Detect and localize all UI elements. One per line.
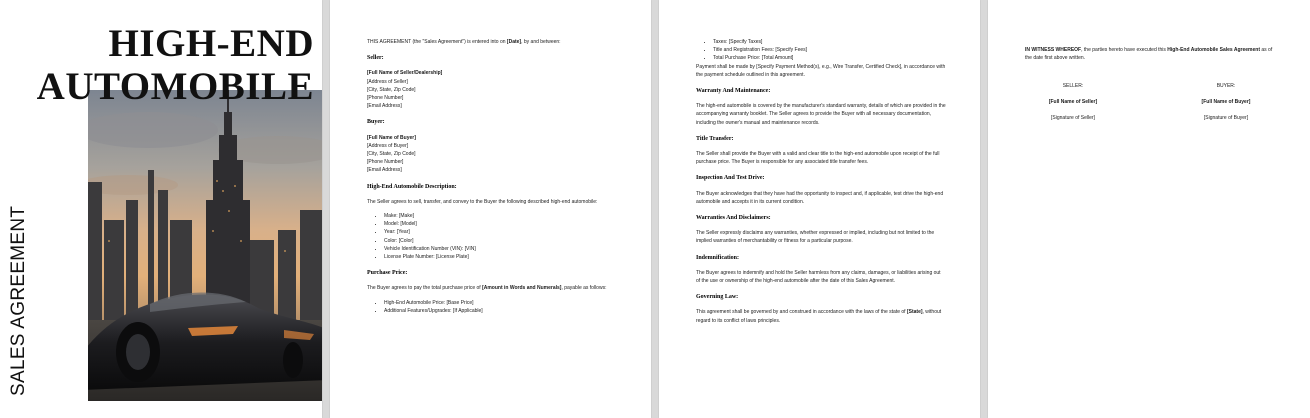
cover-page — [0, 0, 322, 418]
price-suffix: , payable as follows: — [561, 285, 607, 292]
cover-car-photo — [88, 90, 322, 401]
seller-signature: [Signature of Seller] — [1051, 115, 1095, 121]
indemnification-heading: Indemnification: — [696, 254, 740, 261]
features-item: • Additional Features/Upgrades: [If Applicable] — [384, 307, 617, 315]
witness-statement — [1025, 46, 1275, 62]
law-prefix: This agreement shall be governed by and construed in accordance with the laws of the state of — [696, 309, 907, 316]
seller-label: SELLER: — [1062, 83, 1084, 89]
page3-content — [696, 38, 946, 331]
car-skyline-image — [88, 90, 322, 401]
vehicle-list — [367, 212, 617, 261]
seller-sign-name: [Full Name of Seller] — [1048, 99, 1098, 105]
witness-end: as of the date first above written. — [1025, 47, 1273, 62]
price-list — [367, 299, 617, 315]
intro-date: [Date] — [506, 39, 522, 45]
buyer-email: [Email Address] — [367, 167, 402, 174]
warranty-heading: Warranty And Maintenance: — [696, 88, 771, 95]
intro-prefix: THIS AGREEMENT (the "Sales Agreement") is entered into on — [367, 39, 507, 45]
price-heading: Purchase Price: — [367, 270, 408, 277]
fees-item: • Title and Registration Fees: [Specify Fees] — [713, 46, 946, 54]
vehicle-vin: • Vehicle Identification Number (VIN): [VIN] — [384, 245, 617, 253]
buyer-signature-block — [1171, 82, 1281, 130]
buyer-address: [Address of Buyer] — [367, 142, 409, 149]
price-amount: [Amount in Words and Numerals] — [482, 285, 562, 292]
buyer-heading: Buyer: — [367, 119, 385, 126]
base-price-item: • High-End Automobile Price: [Base Price] — [384, 299, 617, 307]
inspection-text: The Buyer acknowledges that they have had the opportunity to inspect and, if applicable, test drive the high-end automobile and accepts it in its current condition. — [696, 190, 944, 205]
page2-content — [367, 38, 617, 321]
cover-vertical-title: SALES AGREEMENT — [8, 205, 29, 396]
price-list-continued — [696, 38, 946, 63]
buyer-details — [367, 134, 617, 175]
seller-phone: [Phone Number] — [367, 95, 404, 102]
payment-text: Payment shall be made by [Specify Payment Method(s), e.g., Wire Transfer, Certified Check], in accordance with the payment schedule outlined in this agreement. — [696, 63, 946, 78]
vehicle-year: • Year: [Year] — [384, 228, 617, 236]
vehicle-model: • Model: [Model] — [384, 220, 617, 228]
vehicle-plate: • License Plate Number: [License Plate] — [384, 253, 617, 261]
title-transfer-text: The Seller shall provide the Buyer with a valid and clear title to the high-end automobile upon receipt of the full purchase price. The Buyer is responsible for any associated title transfer fees. — [696, 151, 940, 166]
cover-title — [0, 22, 314, 108]
witness-bold: IN WITNESS WHEREOF — [1025, 47, 1082, 53]
description-heading: High-End Automobile Description: — [367, 183, 457, 190]
buyer-city: [City, State, Zip Code] — [367, 151, 416, 158]
price-text — [367, 284, 617, 292]
document-page-3 — [659, 0, 980, 418]
buyer-name: [Full Name of Buyer] — [367, 134, 416, 141]
total-item: • Total Purchase Price: [Total Amount] — [713, 54, 946, 62]
vehicle-make: • Make: [Make] — [384, 212, 617, 220]
cover-title-line1: HIGH-END — [108, 22, 314, 65]
warranty-text: The high-end automobile is covered by the manufacturer's standard warranty, details of which are provided in the accompanying warranty booklet. The Seller agrees to provide the Buyer with all necessary documentation, including the owner's manual and maintenance records. — [696, 103, 946, 126]
indemnification-text: The Buyer agrees to indemnify and hold the Seller harmless from any claims, damages, or liabilities arising out of the use or ownership of the high-end automobile after the date of this Sales Agreement. — [696, 269, 941, 285]
warranties-heading: Warranties And Disclaimers: — [696, 215, 771, 222]
witness-mid: , the parties hereto have executed this — [1081, 47, 1168, 53]
signature-page — [988, 0, 1310, 418]
cover-title-line2: AUTOMOBILE — [36, 65, 314, 108]
seller-heading: Seller: — [367, 55, 384, 62]
agreement-intro — [367, 38, 617, 46]
buyer-label: BUYER: — [1216, 83, 1236, 89]
buyer-phone: [Phone Number] — [367, 159, 404, 166]
inspection-heading: Inspection And Test Drive: — [696, 175, 765, 182]
price-prefix: The Buyer agrees to pay the total purchase price of — [367, 285, 483, 292]
seller-signature-block — [1018, 82, 1128, 130]
buyer-signature: [Signature of Buyer] — [1203, 115, 1249, 121]
document-page-2 — [330, 0, 651, 418]
seller-city: [City, State, Zip Code] — [367, 86, 416, 93]
governing-law-heading: Governing Law: — [696, 294, 739, 301]
description-text: The Seller agrees to sell, transfer, and convey to the Buyer the following described high-end automobile: — [367, 198, 598, 205]
intro-suffix: , by and between: — [521, 39, 561, 45]
law-suffix: , without regard to its conflict of laws principles. — [696, 309, 942, 324]
seller-email: [Email Address] — [367, 103, 402, 110]
seller-address: [Address of Seller] — [367, 78, 408, 85]
buyer-sign-name: [Full Name of Buyer] — [1201, 99, 1251, 105]
seller-name: [Full Name of Seller/Dealership] — [367, 70, 443, 77]
governing-law-text — [696, 308, 946, 324]
taxes-item: • Taxes: [Specify Taxes] — [713, 38, 946, 46]
seller-details — [367, 69, 617, 110]
title-transfer-heading: Title Transfer: — [696, 135, 734, 142]
warranties-text: The Seller expressly disclaims any warranties, whether expressed or implied, including but not limited to the implied warranties of merchantability or fitness for a particular purpose. — [696, 230, 935, 245]
witness-doc: High-End Automobile Sales Agreement — [1167, 47, 1260, 53]
vehicle-color: • Color: [Color] — [384, 237, 617, 245]
law-state: [State] — [906, 309, 923, 316]
